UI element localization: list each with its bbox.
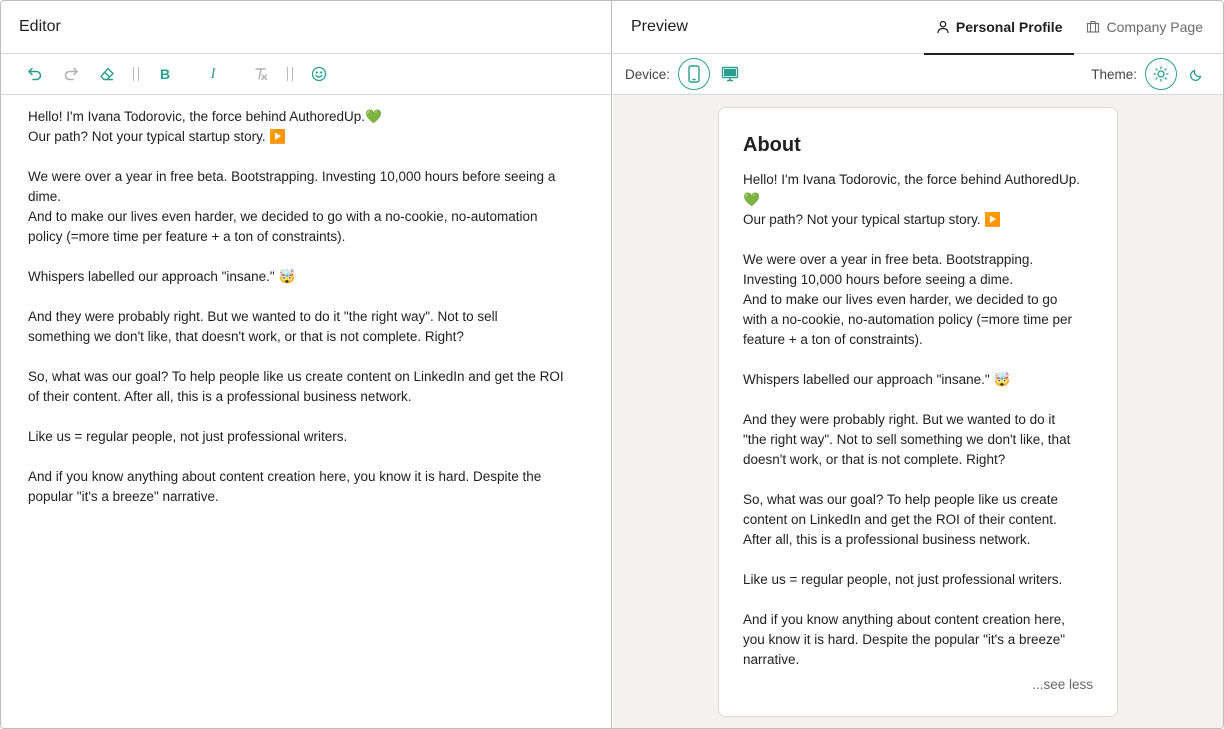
text-line: So, what was our goal? To help people like us create (743, 492, 1058, 507)
moon-icon (1190, 67, 1204, 81)
bold-label: B (159, 66, 171, 82)
sun-icon (1153, 66, 1169, 82)
preview-tabs (924, 1, 1223, 54)
mobile-icon (687, 65, 701, 83)
text-line: We were over a year in free beta. Bootstrapping. Investing 10,000 hours before seeing a (28, 169, 556, 184)
text-line: Hello! I'm Ivana Todorovic, the force behind AuthoredUp.💚 (28, 109, 382, 124)
text-line: And they were probably right. But we wanted to do it "the right way". Not to sell (28, 309, 498, 324)
preview-header (613, 1, 1223, 54)
emoji-icon (311, 66, 327, 82)
redo-button[interactable] (59, 62, 83, 86)
tab-personal-profile[interactable] (924, 1, 1075, 54)
desktop-device-button[interactable] (716, 58, 744, 90)
editor-title: Editor (19, 18, 61, 35)
clear-format-icon (253, 66, 269, 82)
text-line: content on LinkedIn and get the ROI of their content. (743, 512, 1057, 527)
device-selector (625, 58, 744, 90)
tab-company-page[interactable] (1074, 1, 1215, 54)
text-line: popular "it's a breeze" narrative. (28, 489, 219, 504)
bold-button[interactable] (153, 62, 177, 86)
redo-icon (63, 66, 79, 82)
about-title: About (743, 134, 801, 156)
preview-pane (613, 1, 1223, 728)
toolbar-divider (133, 67, 139, 81)
text-line: And they were probably right. But we wanted to do it (743, 412, 1056, 427)
theme-label: Theme: (1091, 66, 1137, 82)
tab-label: Personal Profile (955, 19, 1063, 35)
text-line: And if you know anything about content creation here, (743, 612, 1065, 627)
desktop-icon (721, 66, 739, 82)
text-line: "the right way". Not to sell something we don't like, that (743, 432, 1071, 447)
clear-button[interactable] (95, 62, 119, 86)
mobile-device-button[interactable] (678, 58, 710, 90)
text-line: So, what was our goal? To help people like us create content on LinkedIn and get the ROI (28, 369, 564, 384)
text-line: After all, this is a professional business network. (743, 532, 1031, 547)
preview-controls (613, 54, 1223, 95)
paragraph (743, 610, 1093, 670)
paragraph (743, 170, 1093, 230)
text-line: Like us = regular people, not just professional writers. (28, 429, 348, 444)
clear-format-button[interactable] (249, 62, 273, 86)
paragraph (28, 307, 585, 347)
about-body (743, 170, 1093, 670)
device-label: Device: (625, 66, 671, 82)
text-line: Our path? Not your typical startup story. ▶️ (28, 129, 287, 144)
about-card (718, 107, 1118, 717)
text-line: And to make our lives even harder, we decided to go (743, 292, 1058, 307)
light-theme-button[interactable] (1145, 58, 1177, 90)
undo-button[interactable] (23, 62, 47, 86)
text-line: doesn't work, or that is not complete. Right? (743, 452, 1006, 467)
building-icon (1086, 20, 1100, 34)
text-line: with a no-cookie, no-automation policy (=more time per (743, 312, 1073, 327)
editor-pane (1, 1, 612, 728)
eraser-icon (99, 66, 115, 82)
editor-header (1, 1, 611, 54)
paragraph (28, 367, 585, 407)
text-line: 💚 (743, 192, 760, 207)
text-line: Whispers labelled our approach "insane." 🤯 (743, 372, 1011, 387)
paragraph (743, 370, 1093, 390)
dark-theme-button[interactable] (1183, 58, 1211, 90)
tab-label: Company Page (1106, 19, 1203, 35)
italic-label: I (210, 65, 216, 82)
editor-toolbar (1, 54, 611, 95)
paragraph (743, 250, 1093, 350)
paragraph (743, 570, 1093, 590)
see-less-link[interactable]: ...see less (1032, 677, 1093, 692)
preview-title: Preview (631, 18, 688, 35)
text-line: of their content. After all, this is a professional business network. (28, 389, 412, 404)
text-line: Hello! I'm Ivana Todorovic, the force behind AuthoredUp. (743, 172, 1081, 187)
text-line: narrative. (743, 652, 800, 667)
paragraph (28, 107, 585, 147)
text-line: something we don't like, that doesn't work, or that is not complete. Right? (28, 329, 464, 344)
paragraph (28, 467, 585, 507)
emoji-button[interactable] (307, 62, 331, 86)
text-line: We were over a year in free beta. Bootstrapping. (743, 252, 1034, 267)
italic-button[interactable] (201, 62, 225, 86)
text-line: Our path? Not your typical startup story. ▶️ (743, 212, 1002, 227)
paragraph (28, 267, 585, 287)
text-line: Investing 10,000 hours before seeing a dime. (743, 272, 1014, 287)
text-line: And to make our lives even harder, we decided to go with a no-cookie, no-automation (28, 209, 538, 224)
undo-icon (27, 66, 43, 82)
toolbar-divider (287, 67, 293, 81)
text-line: Like us = regular people, not just professional writers. (743, 572, 1063, 587)
paragraph (28, 427, 585, 447)
text-line: And if you know anything about content creation here, you know it is hard. Despite the (28, 469, 542, 484)
paragraph (28, 167, 585, 247)
theme-selector (1091, 58, 1211, 90)
paragraph (743, 490, 1093, 550)
editor-text-area[interactable] (1, 95, 611, 507)
paragraph (743, 410, 1093, 470)
text-line: Whispers labelled our approach "insane." 🤯 (28, 269, 296, 284)
text-line: policy (=more time per feature + a ton of constraints). (28, 229, 346, 244)
person-icon (936, 20, 950, 34)
text-line: feature + a ton of constraints). (743, 332, 923, 347)
text-line: you know it is hard. Despite the popular "it's a breeze" (743, 632, 1066, 647)
text-line: dime. (28, 189, 62, 204)
